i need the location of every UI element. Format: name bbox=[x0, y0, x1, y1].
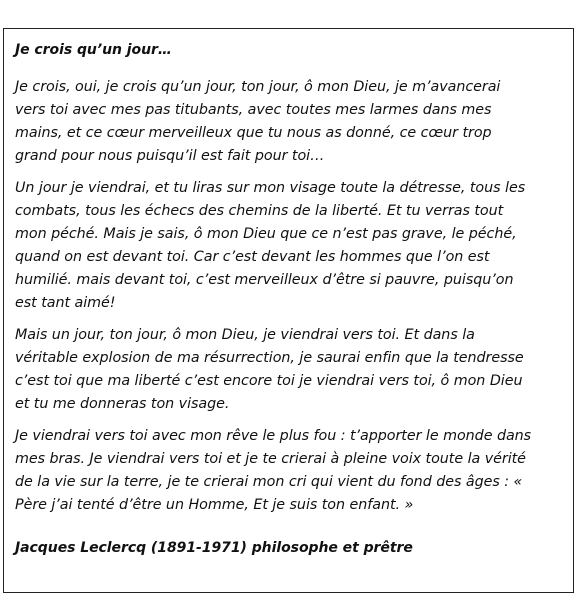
text-line: est tant aimé! bbox=[15, 295, 116, 311]
text-line: Je crois, oui, je crois qu’un jour, ton jour, ô mon Dieu, je m’avancerai bbox=[15, 79, 501, 95]
text-line: Je viendrai vers toi avec mon rêve le plus fou : t’apporter le monde dans bbox=[15, 428, 532, 444]
text-line: vers toi avec mes pas titubants, avec toutes mes larmes dans mes bbox=[15, 102, 492, 118]
document-body bbox=[15, 39, 565, 560]
document-title: Je crois qu’un jour… bbox=[15, 42, 172, 58]
text-line: Père j’ai tenté d’être un Homme, Et je suis ton enfant. » bbox=[15, 497, 414, 513]
text-line: combats, tous les échecs des chemins de la liberté. Et tu verras tout bbox=[15, 203, 504, 219]
text-line: et tu me donneras ton visage. bbox=[15, 396, 230, 412]
text-line: Mais un jour, ton jour, ô mon Dieu, je viendrai vers toi. Et dans la bbox=[15, 327, 475, 343]
paragraph-3 bbox=[15, 324, 565, 416]
text-line: quand on est devant toi. Car c’est devant les hommes que l’on est bbox=[15, 249, 490, 265]
text-line: Un jour je viendrai, et tu liras sur mon visage toute la détresse, tous les bbox=[15, 180, 526, 196]
text-line: de la vie sur la terre, je te crierai mon cri qui vient du fond des âges : « bbox=[15, 474, 523, 490]
paragraph-4 bbox=[15, 425, 565, 517]
paragraph-1 bbox=[15, 76, 565, 168]
document-frame bbox=[3, 28, 574, 593]
paragraph-2 bbox=[15, 177, 565, 315]
text-line: c’est toi que ma liberté c’est encore toi je viendrai vers toi, ô mon Dieu bbox=[15, 373, 523, 389]
text-line: grand pour nous puisqu’il est fait pour toi… bbox=[15, 148, 325, 164]
text-line: humilié. mais devant toi, c’est merveilleux d’être si pauvre, puisqu’on bbox=[15, 272, 514, 288]
text-line: véritable explosion de ma résurrection, je saurai enfin que la tendresse bbox=[15, 350, 524, 366]
text-line: mon péché. Mais je sais, ô mon Dieu que ce n’est pas grave, le péché, bbox=[15, 226, 517, 242]
text-line: mes bras. Je viendrai vers toi et je te crierai à pleine voix toute la vérité bbox=[15, 451, 526, 467]
author-signature: Jacques Leclercq (1891-1971) philosophe et prêtre bbox=[15, 540, 413, 556]
text-line: mains, et ce cœur merveilleux que tu nous as donné, ce cœur trop bbox=[15, 125, 492, 141]
